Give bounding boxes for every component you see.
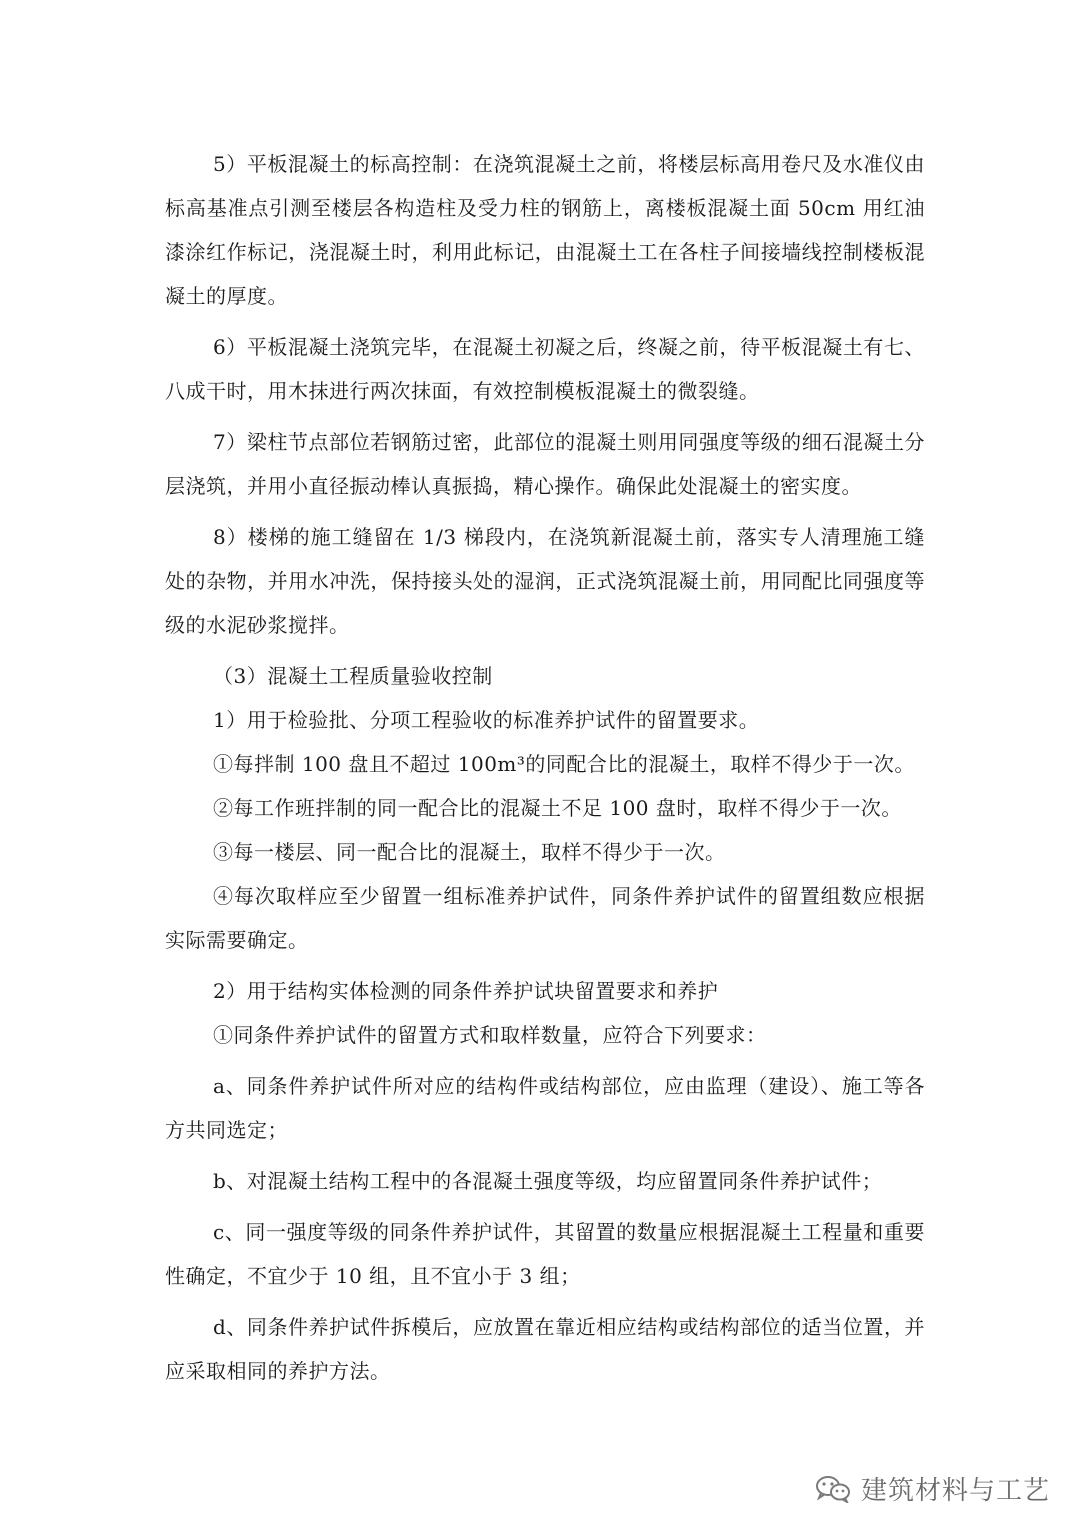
list-item-d: d、同条件养护试件拆模后，应放置在靠近相应结构或结构部位的适当位置，并应采取相同的养护方法。 — [165, 1315, 925, 1383]
paragraph-stair-construction-joint: 8）楼梯的施工缝留在 1/3 梯段内，在浇筑新混凝土前，落实专人清理施工缝处的杂物，并用水冲洗，保持接头处的湿润，正式浇筑混凝土前，用同配比同强度等级的水泥砂浆搅拌。 — [165, 525, 925, 637]
list-item-1: ①每拌制 100 盘且不超过 100m³的同配合比的混凝土，取样不得少于一次。 — [213, 752, 915, 776]
list-item-c: c、同一强度等级的同条件养护试件，其留置的数量应根据混凝土工程量和重要性确定，不宜少于 10 组，且不宜小于 3 组； — [165, 1220, 925, 1288]
section-heading-quality-acceptance: （3）混凝土工程质量验收控制 — [213, 664, 493, 688]
paragraph-same-condition-specimens: 2）用于结构实体检测的同条件养护试块留置要求和养护 — [213, 979, 719, 1003]
list-item-3: ③每一楼层、同一配合比的混凝土，取样不得少于一次。 — [213, 840, 726, 864]
list-item-same-condition-1: ①同条件养护试件的留置方式和取样数量，应符合下列要求： — [213, 1023, 767, 1047]
watermark — [815, 1470, 1050, 1507]
list-item-b: b、对混凝土结构工程中的各混凝土强度等级，均应留置同条件养护试件； — [213, 1169, 883, 1193]
wechat-icon — [815, 1475, 851, 1503]
document-body — [165, 142, 925, 1393]
paragraph-standard-curing-requirements: 1）用于检验批、分项工程验收的标准养护试件的留置要求。 — [213, 708, 760, 732]
watermark-text: 建筑材料与工艺 — [860, 1476, 1050, 1506]
list-item-a: a、同条件养护试件所对应的结构件或结构部位，应由监理（建设）、施工等各方共同选定； — [165, 1074, 925, 1142]
list-item-4: ④每次取样应至少留置一组标准养护试件，同条件养护试件的留置组数应根据实际需要确定。 — [165, 884, 925, 952]
paragraph-beam-column-joint: 7）梁柱节点部位若钢筋过密，此部位的混凝土则用同强度等级的细石混凝土分层浇筑，并用小直径振动棒认真振捣，精心操作。确保此处混凝土的密实度。 — [165, 430, 925, 498]
paragraph-elevation-control: 5）平板混凝土的标高控制：在浇筑混凝土之前，将楼层标高用卷尺及水准仪由标高基准点引测至楼层各构造柱及受力柱的钢筋上，离楼板混凝土面 50cm 用红油漆涂红作标记，浇混凝土时，利用此标记，由混凝土工在各柱子间接墙线控制楼板混凝土的厚度。 — [165, 152, 925, 308]
paragraph-slab-finishing: 6）平板混凝土浇筑完毕，在混凝土初凝之后，终凝之前，待平板混凝土有七、八成干时，用木抹进行两次抹面，有效控制模板混凝土的微裂缝。 — [165, 335, 925, 403]
list-item-2: ②每工作班拌制的同一配合比的混凝土不足 100 盘时，取样不得少于一次。 — [213, 796, 902, 820]
